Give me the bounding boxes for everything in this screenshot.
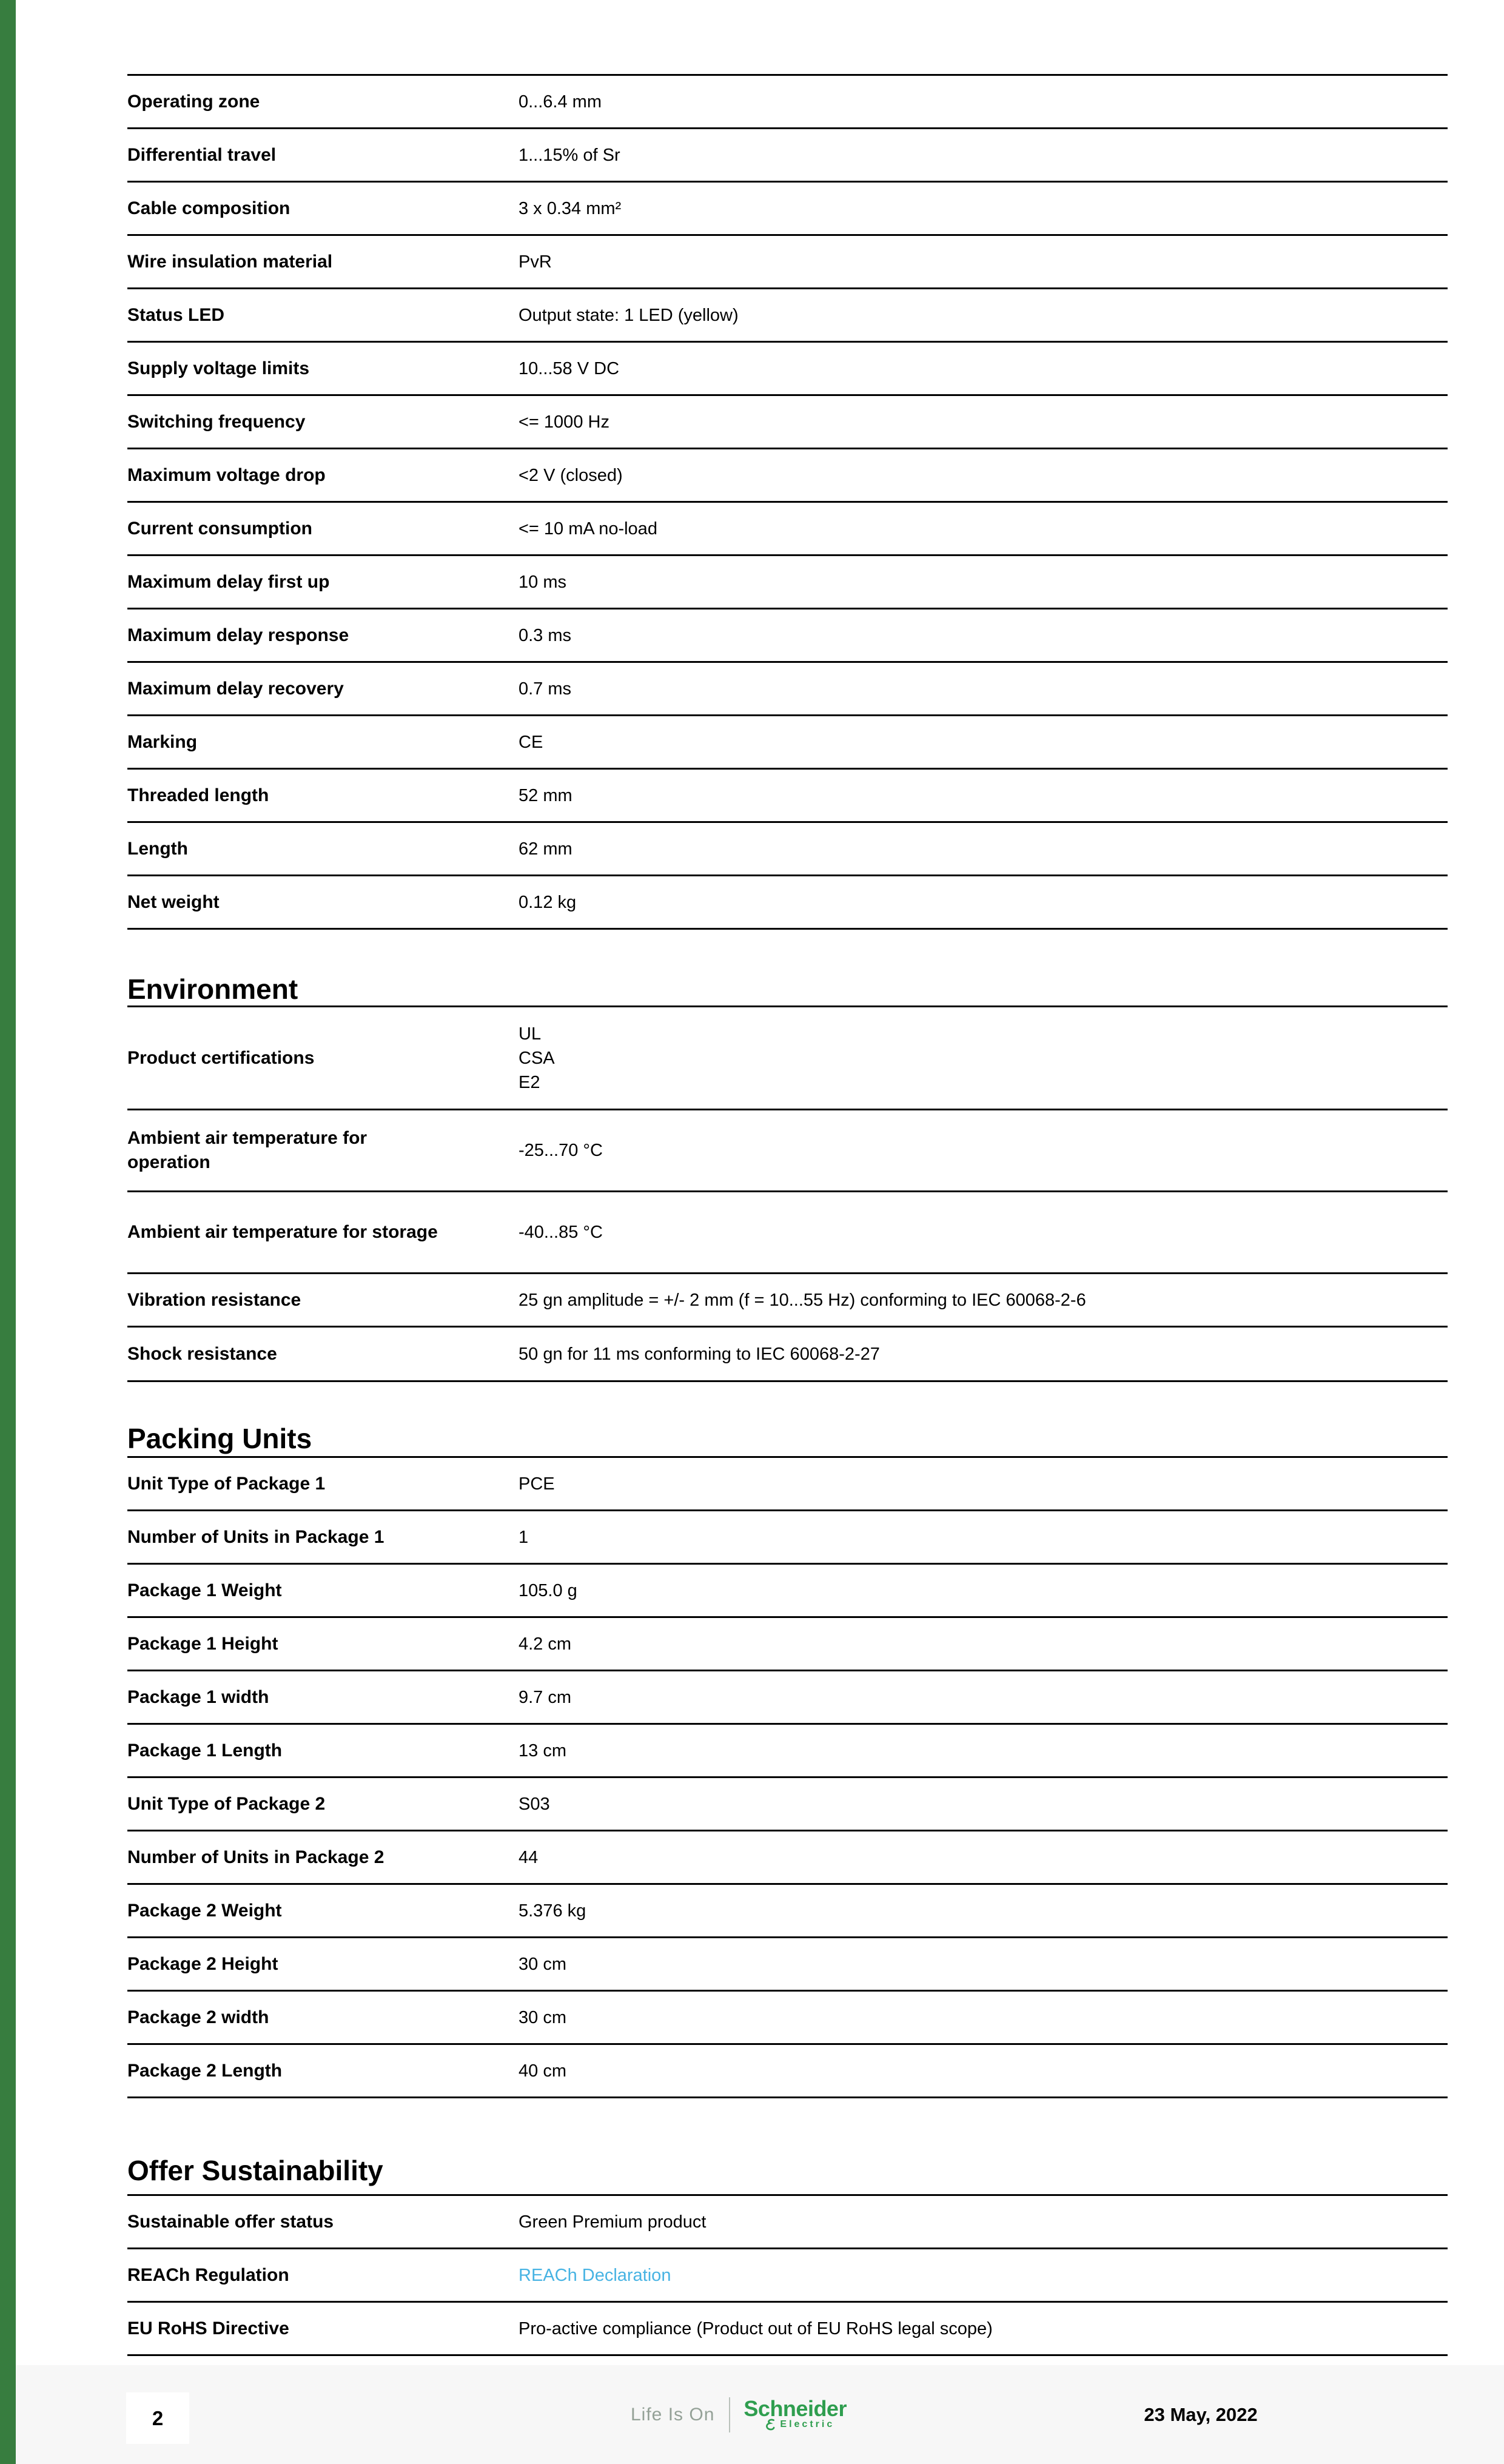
spec-value: 1 xyxy=(519,1527,529,1547)
spec-row xyxy=(127,129,1448,183)
spec-value xyxy=(519,1022,1448,1095)
spec-row xyxy=(127,1778,1448,1831)
spec-value: Green Premium product xyxy=(519,2212,707,2232)
section-title-environment: Environment xyxy=(127,973,298,1005)
spec-value: <= 10 mA no-load xyxy=(519,519,657,539)
spec-label: Maximum delay first up xyxy=(127,571,330,592)
spec-row xyxy=(127,716,1448,770)
spec-row xyxy=(127,2303,1448,2356)
specifications-table xyxy=(127,74,1448,930)
spec-row xyxy=(127,1274,1448,1328)
spec-label: Cable composition xyxy=(127,198,290,218)
spec-value: Pro-active compliance (Product out of EU RoHS legal scope) xyxy=(519,2318,993,2338)
spec-row xyxy=(127,1458,1448,1511)
spec-label: Supply voltage limits xyxy=(127,358,310,378)
environment-table xyxy=(127,1005,1448,1382)
spec-label: Operating zone xyxy=(127,91,260,112)
spec-label: Unit Type of Package 2 xyxy=(127,1793,326,1814)
page-footer xyxy=(0,2365,1504,2464)
spec-row xyxy=(127,1007,1448,1110)
spec-row xyxy=(127,1992,1448,2045)
page-number-badge xyxy=(126,2392,189,2444)
spec-content xyxy=(127,74,1448,2356)
spec-label: Sustainable offer status xyxy=(127,2211,334,2232)
spec-row xyxy=(127,343,1448,396)
spec-row xyxy=(127,1831,1448,1885)
spec-value: -40...85 °C xyxy=(519,1223,603,1242)
spec-value: 62 mm xyxy=(519,839,572,859)
spec-value: 9.7 cm xyxy=(519,1687,572,1707)
spec-value: 40 cm xyxy=(519,2061,566,2081)
spec-row xyxy=(127,1192,1448,1274)
spec-label: Ambient air temperature for operation xyxy=(127,1128,368,1172)
spec-value: 10...58 V DC xyxy=(519,358,620,378)
brand-sub-row xyxy=(764,2418,834,2431)
spec-label: Ambient air temperature for storage xyxy=(127,1222,438,1242)
spec-value: 5.376 kg xyxy=(519,1901,586,1921)
spec-label: Shock resistance xyxy=(127,1343,277,1364)
spec-row xyxy=(127,183,1448,236)
section-title-offer-sustainability: Offer Sustainability xyxy=(127,2155,383,2186)
spec-label: Package 1 width xyxy=(127,1687,269,1707)
spec-value-line: UL xyxy=(519,1024,542,1044)
page-number: 2 xyxy=(152,2406,164,2429)
spec-row xyxy=(127,2045,1448,2098)
spec-row xyxy=(127,663,1448,716)
spec-row xyxy=(127,876,1448,930)
schneider-wordmark: Schneider xyxy=(744,2396,847,2421)
spec-label: Product certifications xyxy=(127,1047,315,1068)
spec-value: 13 cm xyxy=(519,1741,566,1761)
spec-value: 1...15% of Sr xyxy=(519,145,620,165)
spec-label: Wire insulation material xyxy=(127,251,333,272)
spec-label: Package 1 Height xyxy=(127,1633,278,1654)
spec-label: Length xyxy=(127,838,188,859)
spec-label: Switching frequency xyxy=(127,411,306,432)
spec-label: Current consumption xyxy=(127,518,312,539)
spec-row xyxy=(127,770,1448,823)
spec-label: Threaded length xyxy=(127,785,269,805)
spec-label: Package 2 Length xyxy=(127,2060,283,2081)
spec-label: Package 1 Length xyxy=(127,1740,283,1761)
spec-value: 3 x 0.34 mm² xyxy=(519,198,622,218)
spec-label: Unit Type of Package 1 xyxy=(127,1473,326,1494)
spec-value: CE xyxy=(519,732,543,752)
spec-label: Vibration resistance xyxy=(127,1289,301,1310)
spec-label: Maximum delay recovery xyxy=(127,678,344,699)
spec-value: 105.0 g xyxy=(519,1580,577,1600)
spec-label: Net weight xyxy=(127,891,220,912)
spec-label: Package 2 Weight xyxy=(127,1900,282,1921)
spec-label: Number of Units in Package 2 xyxy=(127,1847,384,1867)
spec-value: 25 gn amplitude = +/- 2 mm (f = 10...55 Hz) conforming to IEC 60068-2-6 xyxy=(519,1290,1086,1310)
spec-row xyxy=(127,2249,1448,2303)
spec-label: Package 2 width xyxy=(127,2007,269,2027)
section-title-packing-units: Packing Units xyxy=(127,1423,312,1454)
spec-row xyxy=(127,1618,1448,1671)
spec-row xyxy=(127,609,1448,663)
reach-declaration-link[interactable]: REACh Declaration xyxy=(519,2265,671,2285)
electric-wordmark: Electric xyxy=(780,2419,835,2429)
spec-value: S03 xyxy=(519,1794,550,1814)
spec-value: 4.2 cm xyxy=(519,1634,572,1654)
spec-label: Number of Units in Package 1 xyxy=(127,1526,384,1547)
spec-label: EU RoHS Directive xyxy=(127,2318,289,2338)
spec-row xyxy=(127,1938,1448,1992)
spec-row xyxy=(127,2196,1448,2249)
spec-label: Package 2 Height xyxy=(127,1953,278,1974)
spec-value: 50 gn for 11 ms conforming to IEC 60068-2-27 xyxy=(519,1344,880,1364)
spec-row xyxy=(127,236,1448,289)
spec-value: 0.3 ms xyxy=(519,625,572,645)
spec-value: 44 xyxy=(519,1847,539,1867)
spec-value: 52 mm xyxy=(519,785,572,805)
footer-date: 23 May, 2022 xyxy=(1144,2403,1258,2425)
schneider-logo xyxy=(631,2388,847,2442)
spec-value-line: CSA xyxy=(519,1048,555,1068)
spec-value xyxy=(519,2263,1448,2288)
spec-value: -25...70 °C xyxy=(519,1141,603,1160)
spec-row xyxy=(127,823,1448,876)
brand-block xyxy=(744,2396,847,2431)
schneider-glyph-icon xyxy=(764,2418,777,2431)
spec-row xyxy=(127,1565,1448,1618)
spec-row xyxy=(127,396,1448,449)
spec-row xyxy=(127,1725,1448,1778)
spec-row xyxy=(127,1671,1448,1725)
spec-row xyxy=(127,449,1448,503)
spec-value: PCE xyxy=(519,1474,555,1494)
spec-row xyxy=(127,1511,1448,1565)
spec-label: Status LED xyxy=(127,304,225,325)
offer-sustainability-table xyxy=(127,2194,1448,2356)
spec-value: 0...6.4 mm xyxy=(519,92,602,112)
spec-row xyxy=(127,76,1448,129)
spec-label: Differential travel xyxy=(127,144,277,165)
spec-row xyxy=(127,556,1448,609)
spec-label: Package 1 Weight xyxy=(127,1580,282,1600)
spec-row xyxy=(127,1885,1448,1938)
spec-label: Marking xyxy=(127,731,198,752)
spec-value: Output state: 1 LED (yellow) xyxy=(519,305,739,325)
spec-value: 0.7 ms xyxy=(519,679,572,699)
spec-row xyxy=(127,289,1448,343)
life-is-on-tagline: Life Is On xyxy=(631,2405,715,2425)
packing-units-table xyxy=(127,1456,1448,2098)
spec-row xyxy=(127,503,1448,556)
spec-label: Maximum delay response xyxy=(127,625,349,645)
spec-label: REACh Regulation xyxy=(127,2264,289,2285)
spec-row xyxy=(127,1110,1448,1192)
spec-value-line: E2 xyxy=(519,1072,540,1092)
spec-value: 0.12 kg xyxy=(519,892,577,912)
spec-value: PvR xyxy=(519,252,552,272)
spec-value: 10 ms xyxy=(519,572,566,592)
left-accent-bar xyxy=(0,0,16,2464)
spec-row xyxy=(127,1328,1448,1382)
logo-divider xyxy=(729,2397,730,2432)
spec-value: <= 1000 Hz xyxy=(519,412,609,432)
spec-value: 30 cm xyxy=(519,1954,566,1974)
spec-label: Maximum voltage drop xyxy=(127,465,326,485)
spec-value: 30 cm xyxy=(519,2007,566,2027)
spec-value: <2 V (closed) xyxy=(519,465,623,485)
